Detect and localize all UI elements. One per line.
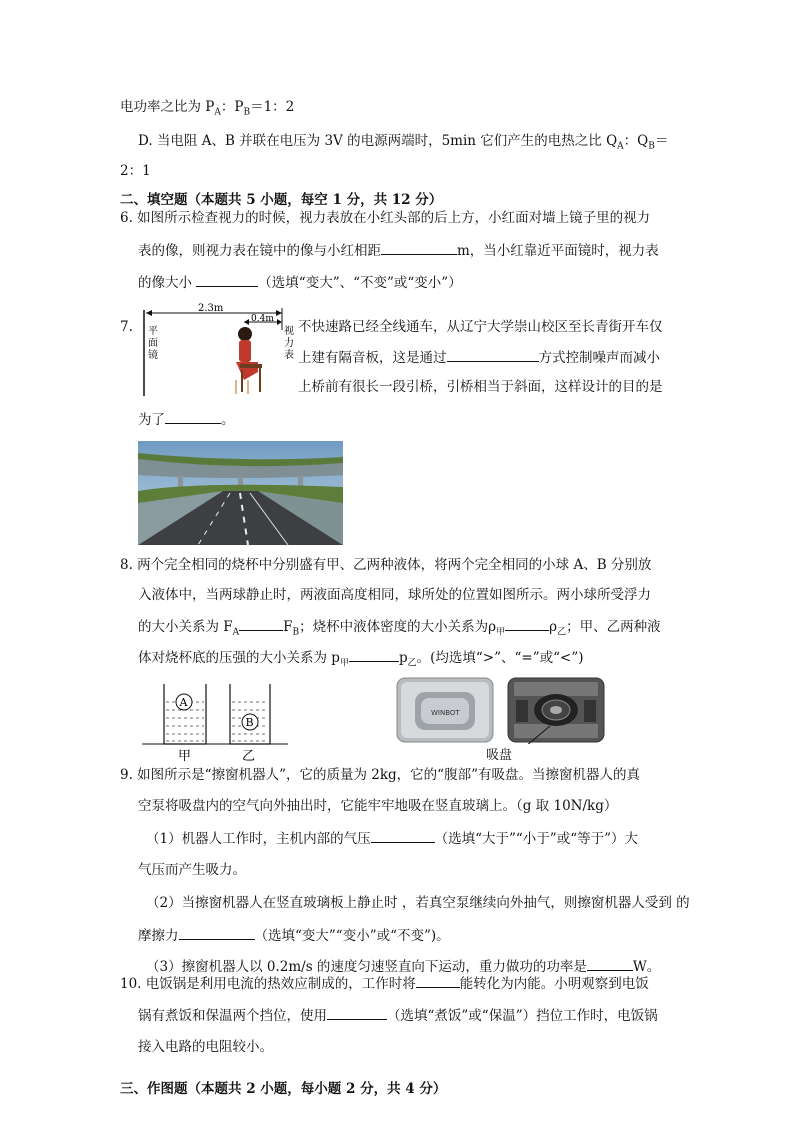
q9-part2-cont: 摩擦力 （选填“变大”“变小”或“不变”)。 <box>138 928 450 944</box>
q8-line1: 8. 两个完全相同的烧杯中分别盛有甲、乙两种液体，将两个完全相同的小球 A、B 分别放 <box>120 557 652 573</box>
section-2-heading: 二、填空题（本题共 5 小题，每空 1 分，共 12 分） <box>120 192 443 208</box>
q7-line1: 不快速路已经全线通车，从辽宁大学崇山校区至长青街开车仅 <box>298 319 663 335</box>
q9-line1: 9. 如图所示是“擦窗机器人”，它的质量为 2kg，它的“腹部”有吸盘。当擦窗机器人的真 <box>120 767 640 783</box>
window-robot-top-photo <box>395 676 495 744</box>
beakers-figure <box>138 680 298 764</box>
q6-line2: 表的像，则视力表在镜中的像与小红相距 m，当小红靠近平面镜时，视力表 <box>138 243 659 259</box>
q7-line3: 上桥前有很长一段引桥，引桥相当于斜面，这样设计的目的是 <box>298 379 663 395</box>
section-3-heading: 三、作图题（本题共 2 小题，每小题 2 分，共 4 分） <box>120 1081 447 1097</box>
q9-part1: （1）机器人工作时，主机内部的气压 （选填“大于”“小于”或“等于”）大 <box>146 831 639 847</box>
distance-small-label: 0.4m <box>251 314 274 324</box>
mirror-label-1: 平 <box>148 326 158 337</box>
q8-line3: 的大小关系为 $F_A$ $F_B$；烧杯中液体密度的大小关系为$\rho_甲$ $\rho_乙$；甲、乙两种液 <box>138 619 661 638</box>
q7-line4: 为了 。 <box>138 412 235 428</box>
q9-part3: （3）擦窗机器人以 0.2m/s 的速度匀速竖直向下运动，重力做功的功率是 W。 <box>146 959 661 975</box>
ball-b-label: B <box>245 716 254 729</box>
q8-line4: 体对烧杯底的压强的大小关系为 $p_甲$ $p_乙$。(均选填“>”、“=”或“<”) <box>138 650 584 669</box>
q5-c-continued: 电功率之比为 $P_A$：$P_B=1$：2 <box>120 99 295 118</box>
q9-part2: （2）当擦窗机器人在竖直玻璃板上静止时 ，若真空泵继续向外抽气，则擦窗机器人受到 的 <box>146 895 690 911</box>
ball-a-label: A <box>179 696 188 709</box>
q10-line1: 10. 电饭锅是利用电流的热效应制成的，工作时将 能转化为内能。小明观察到电饭 <box>120 976 649 992</box>
mirror-label-3: 镜 <box>148 350 158 361</box>
beaker-2-label: 乙 <box>242 749 256 764</box>
chart-label-2: 力 <box>284 338 294 349</box>
q6-line3: 的像大小 （选填“变大”、“不变”或“变小”） <box>138 275 462 291</box>
mirror-label-2: 面 <box>148 338 158 349</box>
highway-photo <box>138 441 343 545</box>
robot-brand-label: WINBOT <box>431 709 460 717</box>
sucker-label: 吸盘 <box>486 748 513 763</box>
window-robot-bottom-photo <box>506 676 606 744</box>
q10-line3: 接入电路的电阻较小。 <box>138 1039 273 1055</box>
q9-part1-cont: 气压而产生吸力。 <box>138 862 246 878</box>
q5-option-d: D. 当电阻 A、B 并联在电压为 3V 的电源两端时，5min 它们产生的电热之比 $Q_A$：$Q_B=$ <box>138 133 669 152</box>
q7-number: 7. <box>120 319 133 335</box>
q7-line2: 上建有隔音板，这是通过 方式控制噪声而减小 <box>298 350 660 366</box>
vision-test-figure <box>140 300 300 400</box>
q5-option-d-answer: 2：1 <box>120 163 151 179</box>
q8-line2: 入液体中，当两球静止时，两液面高度相同，球所处的位置如图所示。两小球所受浮力 <box>138 587 651 603</box>
q6-line1: 6. 如图所示检查视力的时候，视力表放在小红头部的后上方，小红面对墙上镜子里的视力 <box>120 210 651 226</box>
q9-line2: 空泵将吸盘内的空气向外抽出时，它能牢牢地吸在竖直玻璃上。（g 取 10N/kg） <box>138 798 618 814</box>
chart-label-1: 视 <box>284 326 294 337</box>
beaker-1-label: 甲 <box>178 749 192 764</box>
chart-label-3: 表 <box>284 350 294 361</box>
q10-line2: 锅有煮饭和保温两个挡位，使用 （选填“煮饭”或“保温”）挡位工作时，电饭锅 <box>138 1008 658 1024</box>
distance-total-label: 2.3m <box>198 303 224 314</box>
